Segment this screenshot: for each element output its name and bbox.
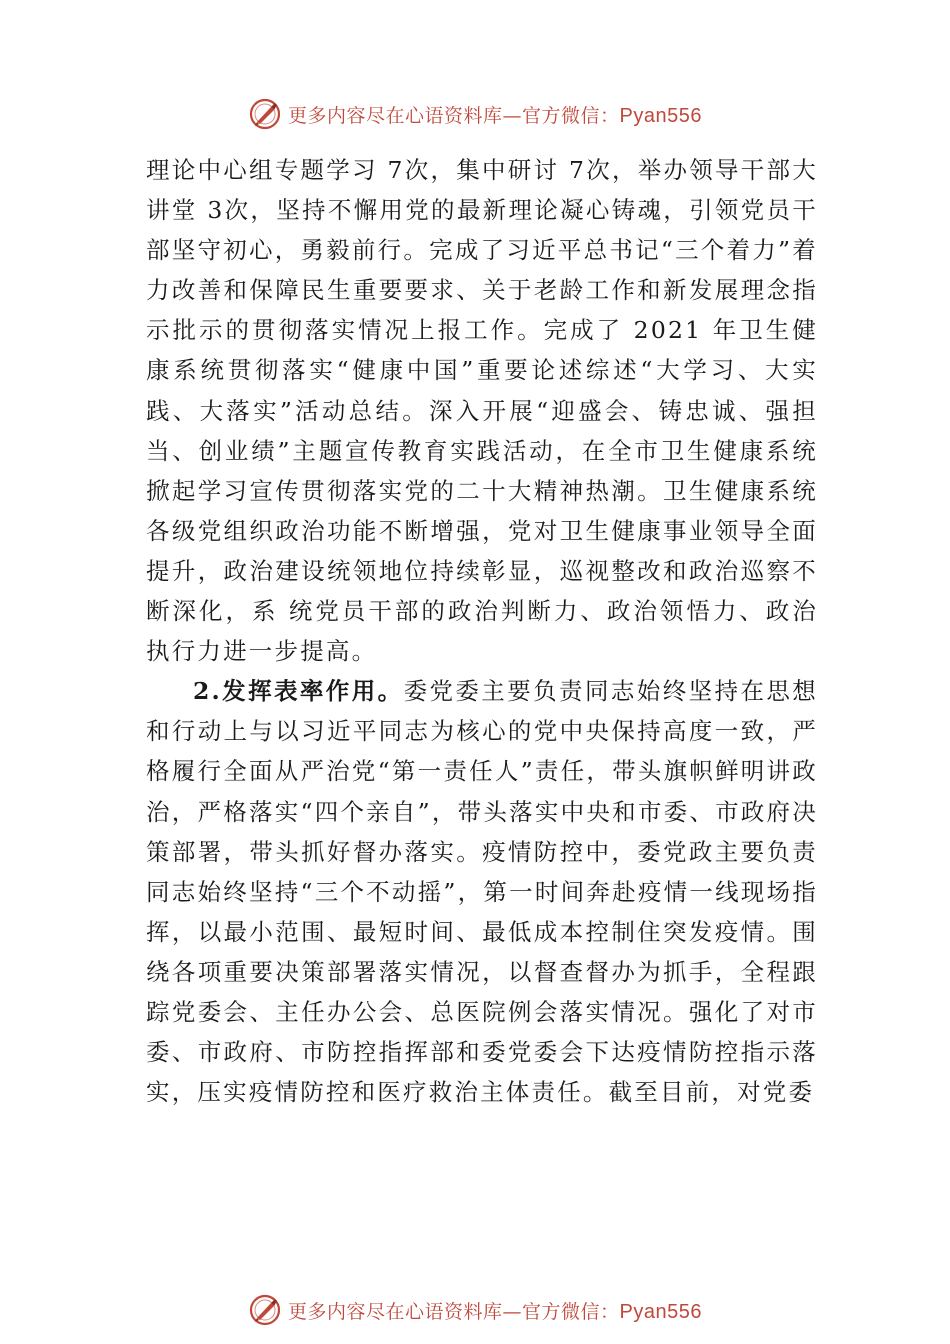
watermark-text <box>288 101 702 128</box>
body-paragraph-2-text: 委党委主要负责同志始终坚持在思想和行动上与以习近平同志为核心的党中央保持高度一致，严格履行全面从严治党“第一责任人”责任，带头旗帜鲜明讲政治，严格落实“四个亲自”，带头落实中央和市委、市政府决策部署，带头抓好督办落实。疫情防控中，委党政主要负责同志始终坚持“三个不动摇”，第一时间奔赴疫情一线现场指挥，以最小范围、最短时间、最低成本控制住突发疫情。围绕各项重要决策部署落实情况，以督查督办为抓手，全程跟踪党委会、主任办公会、总医院例会落实情况。强化了对市委、市政府、市防控指挥部和委党委会下达疫情防控指示落实，压实疫情防控和医疗救治主体责任。截至目前，对党委 <box>146 677 818 1107</box>
pen-logo-icon <box>248 97 282 131</box>
watermark-main: 更多内容尽在心语资料库 <box>288 1300 503 1323</box>
watermark-text <box>288 1297 702 1324</box>
document-body <box>146 150 818 1112</box>
section-heading-2: 2.发挥表率作用。 <box>193 677 404 706</box>
watermark-dash: — <box>502 104 523 127</box>
pen-logo-icon <box>248 1293 282 1327</box>
watermark-dash: — <box>502 1300 523 1323</box>
watermark-handle: Pyan556 <box>619 1300 702 1323</box>
watermark-main: 更多内容尽在心语资料库 <box>288 104 503 127</box>
watermark-suffix: 官方微信： <box>522 1300 620 1323</box>
footer-watermark-banner <box>0 1290 950 1330</box>
watermark-suffix: 官方微信： <box>522 104 620 127</box>
header-watermark-banner <box>0 94 950 134</box>
body-paragraph-2 <box>146 671 818 1112</box>
watermark-handle: Pyan556 <box>619 104 702 127</box>
body-paragraph-1: 理论中心组专题学习 7次，集中研讨 7次，举办领导干部大讲堂 3次，坚持不懈用党的最新理论凝心铸魂，引领党员干部坚守初心，勇毅前行。完成了习近平总书记“三个着力”着力改善和保障民生重要要求、关于老龄工作和新发展理念指示批示的贯彻落实情况上报工作。完成了 2021 年卫生健康系统贯彻落实“健康中国”重要论述综述“大学习、大实践、大落实”活动总结。深入开展“迎盛会、铸忠诚、强担当、创业绩”主题宣传教育实践活动，在全市卫生健康系统掀起学习宣传贯彻落实党的二十大精神热潮。卫生健康系统各级党组织政治功能不断增强，党对卫生健康事业领导全面提升，政治建设统领地位持续彰显，巡视整改和政治巡察不断深化，系 统党员干部的政治判断力、政治领悟力、政治执行力进一步提高。 <box>146 156 818 666</box>
